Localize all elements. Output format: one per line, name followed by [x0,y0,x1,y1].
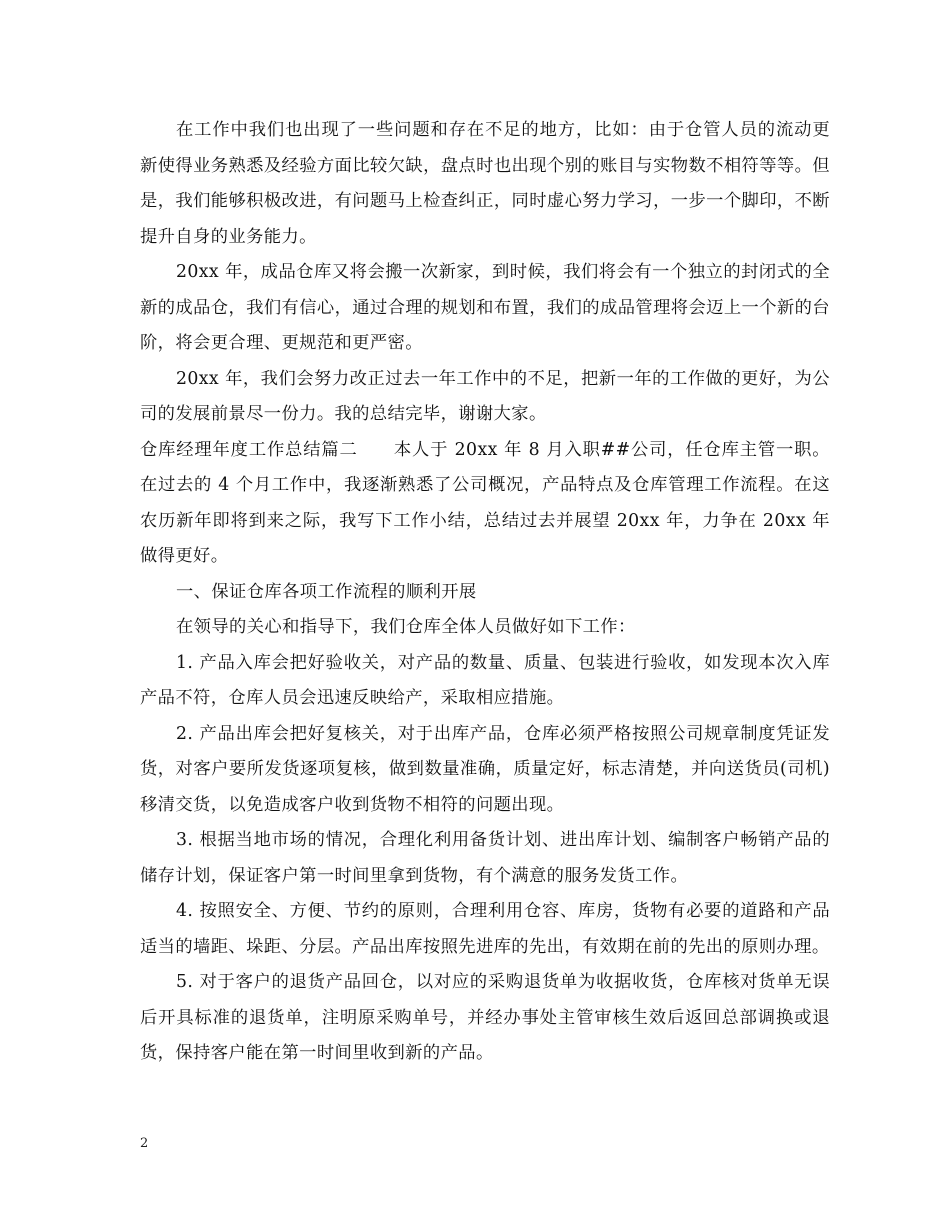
paragraph-closing: 20xx 年，我们会努力改正过去一年工作中的不足，把新一年的工作做的更好，为公司的发展前景尽一份力。我的总结完毕，谢谢大家。 [140,368,830,424]
list-item-1: 1. 产品入库会把好验收关，对产品的数量、质量、包装进行验收，如发现本次入库产品不符，仓库人员会迅速反映给产，采取相应措施。 [140,652,830,708]
paragraph-leadership: 在领导的关心和指导下，我们仓库全体人员做好如下工作： [176,617,636,637]
list-item-2: 2. 产品出库会把好复核关，对于出库产品，仓库必须严格按照公司规章制度凭证发货，对客户要所发货逐项复核，做到数量准确，质量定好，标志清楚，并向送货员(司机)移清交货，以免造成客户收到货物不相符的问题出现。 [140,723,830,815]
paragraph-new-warehouse: 20xx 年，成品仓库又将会搬一次新家，到时候，我们将会有一个独立的封闭式的全新的成品仓，我们有信心，通过合理的规划和布置，我们的成品管理将会迈上一个新的台阶，将会更合理、更规范和更严密。 [140,262,830,353]
list-item-3: 3. 根据当地市场的情况，合理化利用备货计划、进出库计划、编制客户畅销产品的储存计划，保证客户第一时间里拿到货物，有个满意的服务发货工作。 [140,830,830,886]
paragraph-part-two-intro: 仓库经理年度工作总结篇二 本人于 20xx 年 8 月入职##公司，任仓库主管一职。在过去的 4 个月工作中，我逐渐熟悉了公司概况，产品特点及仓库管理工作流程。在这农历新年即将到来之际，我写下工作小结，总结过去并展望 20xx 年，力争在 20xx 年做得更好。 [140,439,830,566]
paragraph-problems: 在工作中我们也出现了一些问题和存在不足的地方，比如：由于仓管人员的流动更新使得业务熟悉及经验方面比较欠缺，盘点时也出现个别的账目与实物数不相符等等。但是，我们能够积极改进，有问题马上检查纠正，同时虚心努力学习，一步一个脚印，不断提升自身的业务能力。 [140,120,830,247]
page-number: 2 [140,1136,149,1151]
document-body [140,113,830,1072]
list-item-4: 4. 按照安全、方便、节约的原则，合理利用仓容、库房，货物有必要的道路和产品适当的墙距、垛距、分层。产品出库按照先进库的先出，有效期在前的先出的原则办理。 [140,901,830,957]
list-item-5: 5. 对于客户的退货产品回仓，以对应的采购退货单为收据收货，仓库核对货单无误后开具标准的退货单，注明原采购单号，并经办事处主管审核生效后返回总部调换或退货，保持客户能在第一时间里收到新的产品。 [140,972,830,1063]
section-heading: 一、保证仓库各项工作流程的顺利开展 [176,581,477,602]
